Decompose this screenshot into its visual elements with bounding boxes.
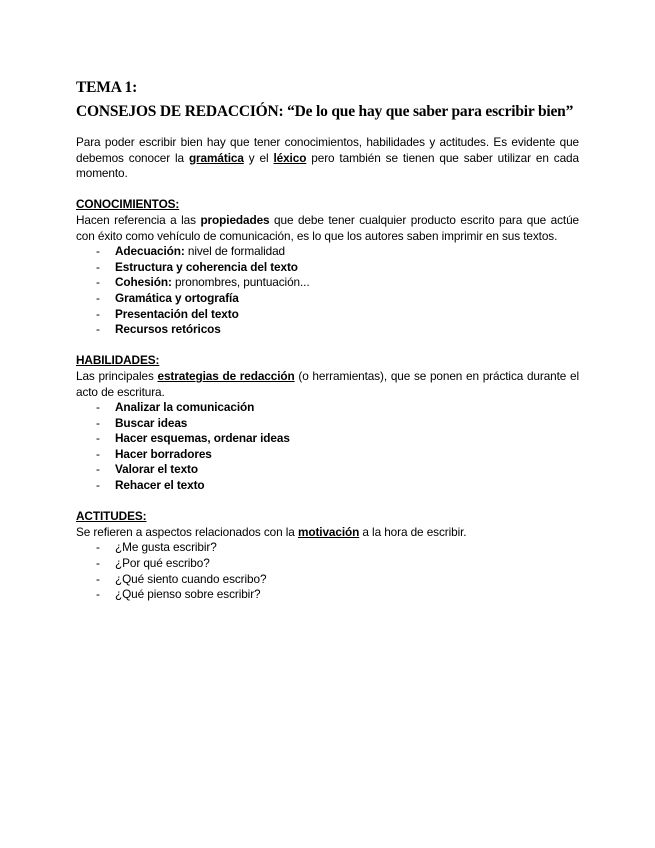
actitudes-list [76, 540, 579, 602]
list-item: - Adecuación: nivel de formalidad [96, 244, 285, 259]
document-page [76, 76, 579, 603]
list-item: - Hacer borradores [96, 446, 212, 461]
document-title [76, 76, 579, 124]
list-item: - Hacer esquemas, ordenar ideas [96, 431, 290, 446]
title-line-1: TEMA 1: [76, 79, 138, 96]
list-item: - Recursos retóricos [96, 322, 221, 337]
list-item: - ¿Por qué escribo? [96, 556, 210, 571]
section-actitudes [76, 509, 579, 603]
keyword-motivacion: motivación [297, 524, 360, 539]
section-heading: CONOCIMIENTOS: [76, 197, 180, 212]
section-description: Hacen referencia a las propiedades que debe tener cualquier producto escrito para que actúe con éxito como vehículo de comunicación, es lo que los autores saben imprimir en sus textos. [76, 212, 580, 243]
section-conocimientos [76, 197, 579, 337]
intro-paragraph: Para poder escribir bien hay que tener conocimientos, habilidades y actitudes. Es evidente que debemos conocer la gramática y el léxico pero también se tienen que saber utilizar en cada momento. [76, 135, 579, 181]
list-item: - ¿Qué siento cuando escribo? [96, 571, 267, 586]
list-item: - Presentación del texto [96, 306, 239, 321]
keyword-estrategias: estrategias de redacción [157, 368, 295, 383]
keyword-gramatica: gramática [188, 150, 244, 165]
list-item: - Analizar la comunicación [96, 400, 255, 415]
section-heading: ACTITUDES: [76, 509, 147, 524]
section-heading: HABILIDADES: [76, 353, 160, 368]
habilidades-list [76, 400, 579, 494]
conocimientos-list [76, 244, 579, 338]
section-description: Las principales estrategias de redacción (o herramientas), que se ponen en práctica durante el acto de escritura. [76, 368, 579, 399]
title-line-2: CONSEJOS DE REDACCIÓN: “De lo que hay que saber para escribir bien” [76, 103, 574, 120]
list-item: - Valorar el texto [96, 462, 198, 477]
keyword-propiedades: propiedades [200, 212, 270, 227]
list-item: - ¿Qué pienso sobre escribir? [96, 587, 261, 602]
list-item: - Buscar ideas [96, 415, 188, 430]
list-item: - Gramática y ortografía [96, 290, 239, 305]
keyword-lexico: léxico [273, 150, 307, 165]
list-item: - ¿Me gusta escribir? [96, 540, 217, 555]
list-item: - Cohesión: pronombres, puntuación... [96, 275, 310, 290]
section-habilidades [76, 353, 579, 493]
list-item: - Rehacer el texto [96, 478, 205, 493]
section-description: Se refieren a aspectos relacionados con la motivación a la hora de escribir. [76, 524, 467, 539]
list-item: - Estructura y coherencia del texto [96, 259, 298, 274]
